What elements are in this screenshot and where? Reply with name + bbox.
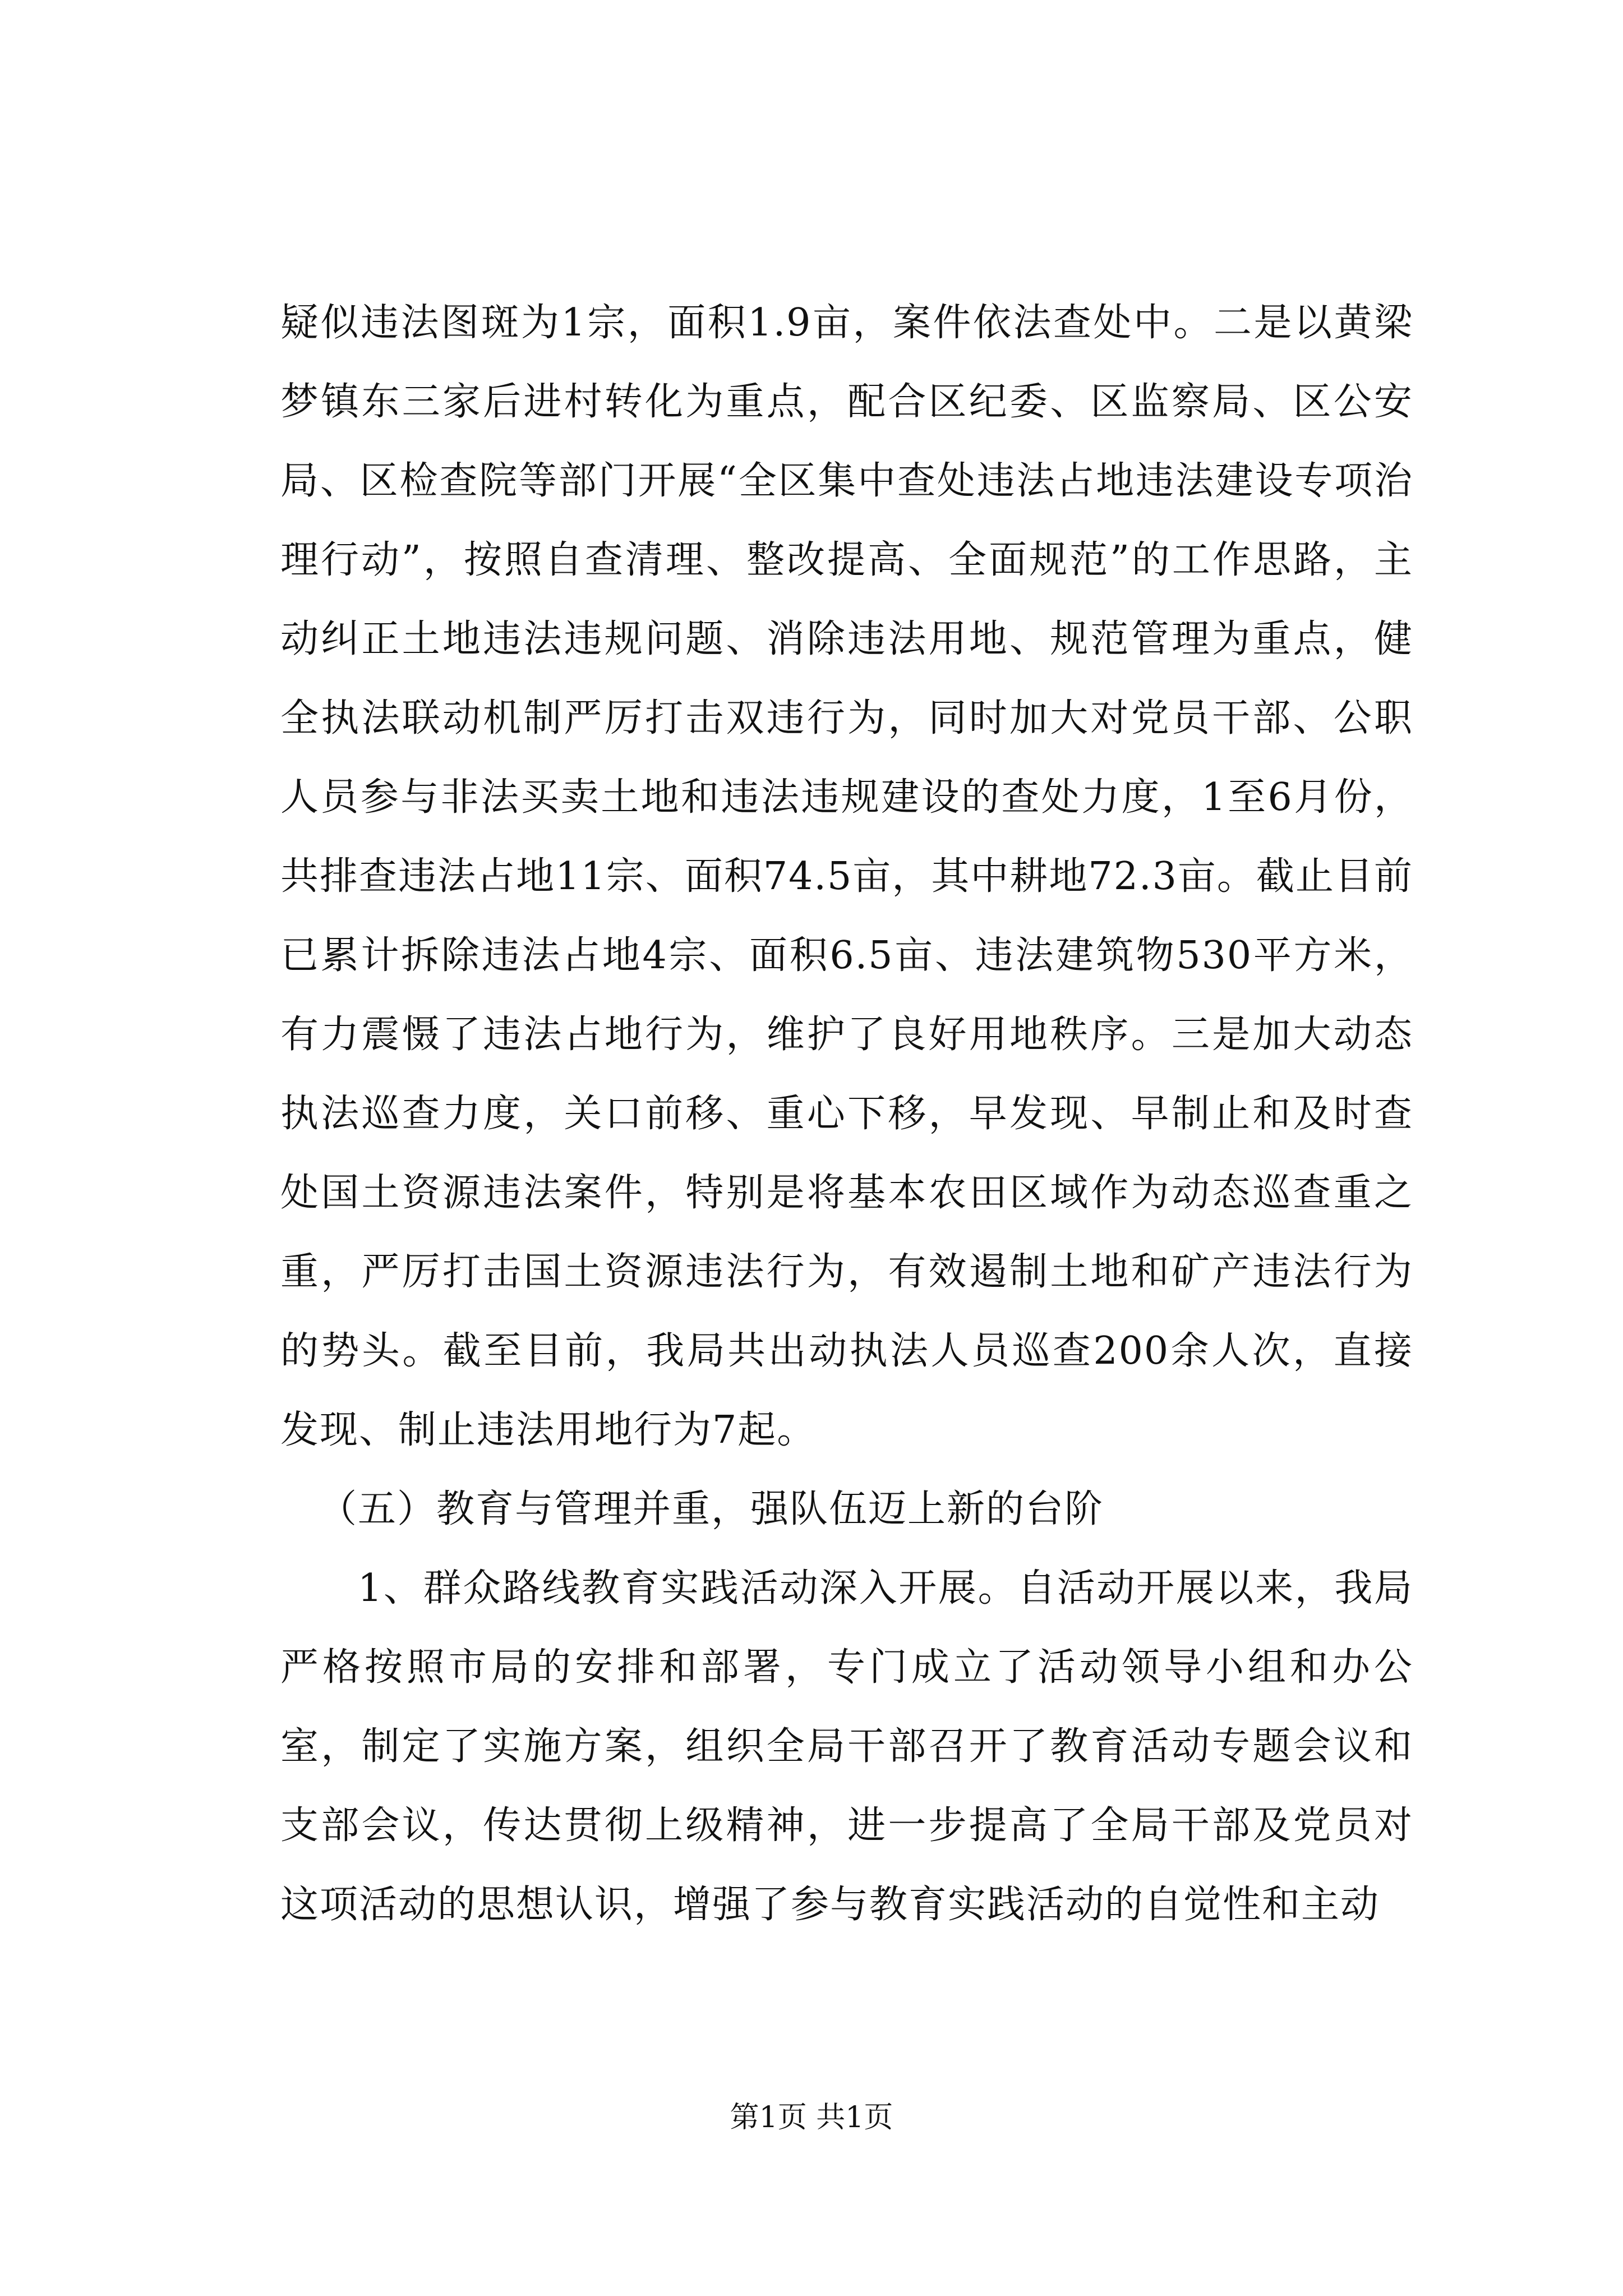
- paragraph-education-activity: 1、群众路线教育实践活动深入开展。自活动开展以来，我局严格按照市局的安排和部署，专门成立了活动领导小组和办公室，制定了实施方案，组织全局干部召开了教育活动专题会议和支部会议，传达贯彻上级精神，进一步提高了全局干部及党员对这项活动的思想认识，增强了参与教育实践活动的自觉性和主动: [280, 1566, 1413, 1927]
- section-heading: （五）教育与管理并重，强队伍迈上新的台阶: [319, 1487, 1104, 1531]
- document-body: [280, 283, 1413, 1944]
- page-footer: 第1页 共1页: [730, 2101, 893, 2134]
- paragraph-law-enforcement: 疑似违法图斑为1宗，面积1.9亩，案件依法查处中。二是以黄梁梦镇东三家后进村转化为重点，配合区纪委、区监察局、区公安局、区检查院等部门开展“全区集中查处违法占地违法建设专项治理行动”，按照自查清理、整改提高、全面规范”的工作思路，主动纠正土地违法违规问题、消除违法用地、规范管理为重点，健全执法联动机制严厉打击双违行为，同时加大对党员干部、公职人员参与非法买卖土地和违法违规建设的查处力度，1至6月份，共排查违法占地11宗、面积74.5亩，其中耕地72.3亩。截止目前已累计拆除违法占地4宗、面积6.5亩、违法建筑物530平方米，有力震慑了违法占地行为，维护了良好用地秩序。三是加大动态执法巡查力度，关口前移、重心下移，早发现、早制止和及时查处国土资源违法案件，特别是将基本农田区域作为动态巡查重之重，严厉打击国土资源违法行为，有效遏制土地和矿产违法行为的势头。截至目前，我局共出动执法人员巡查200余人次，直接发现、制止违法用地行为7起。: [280, 301, 1413, 1452]
